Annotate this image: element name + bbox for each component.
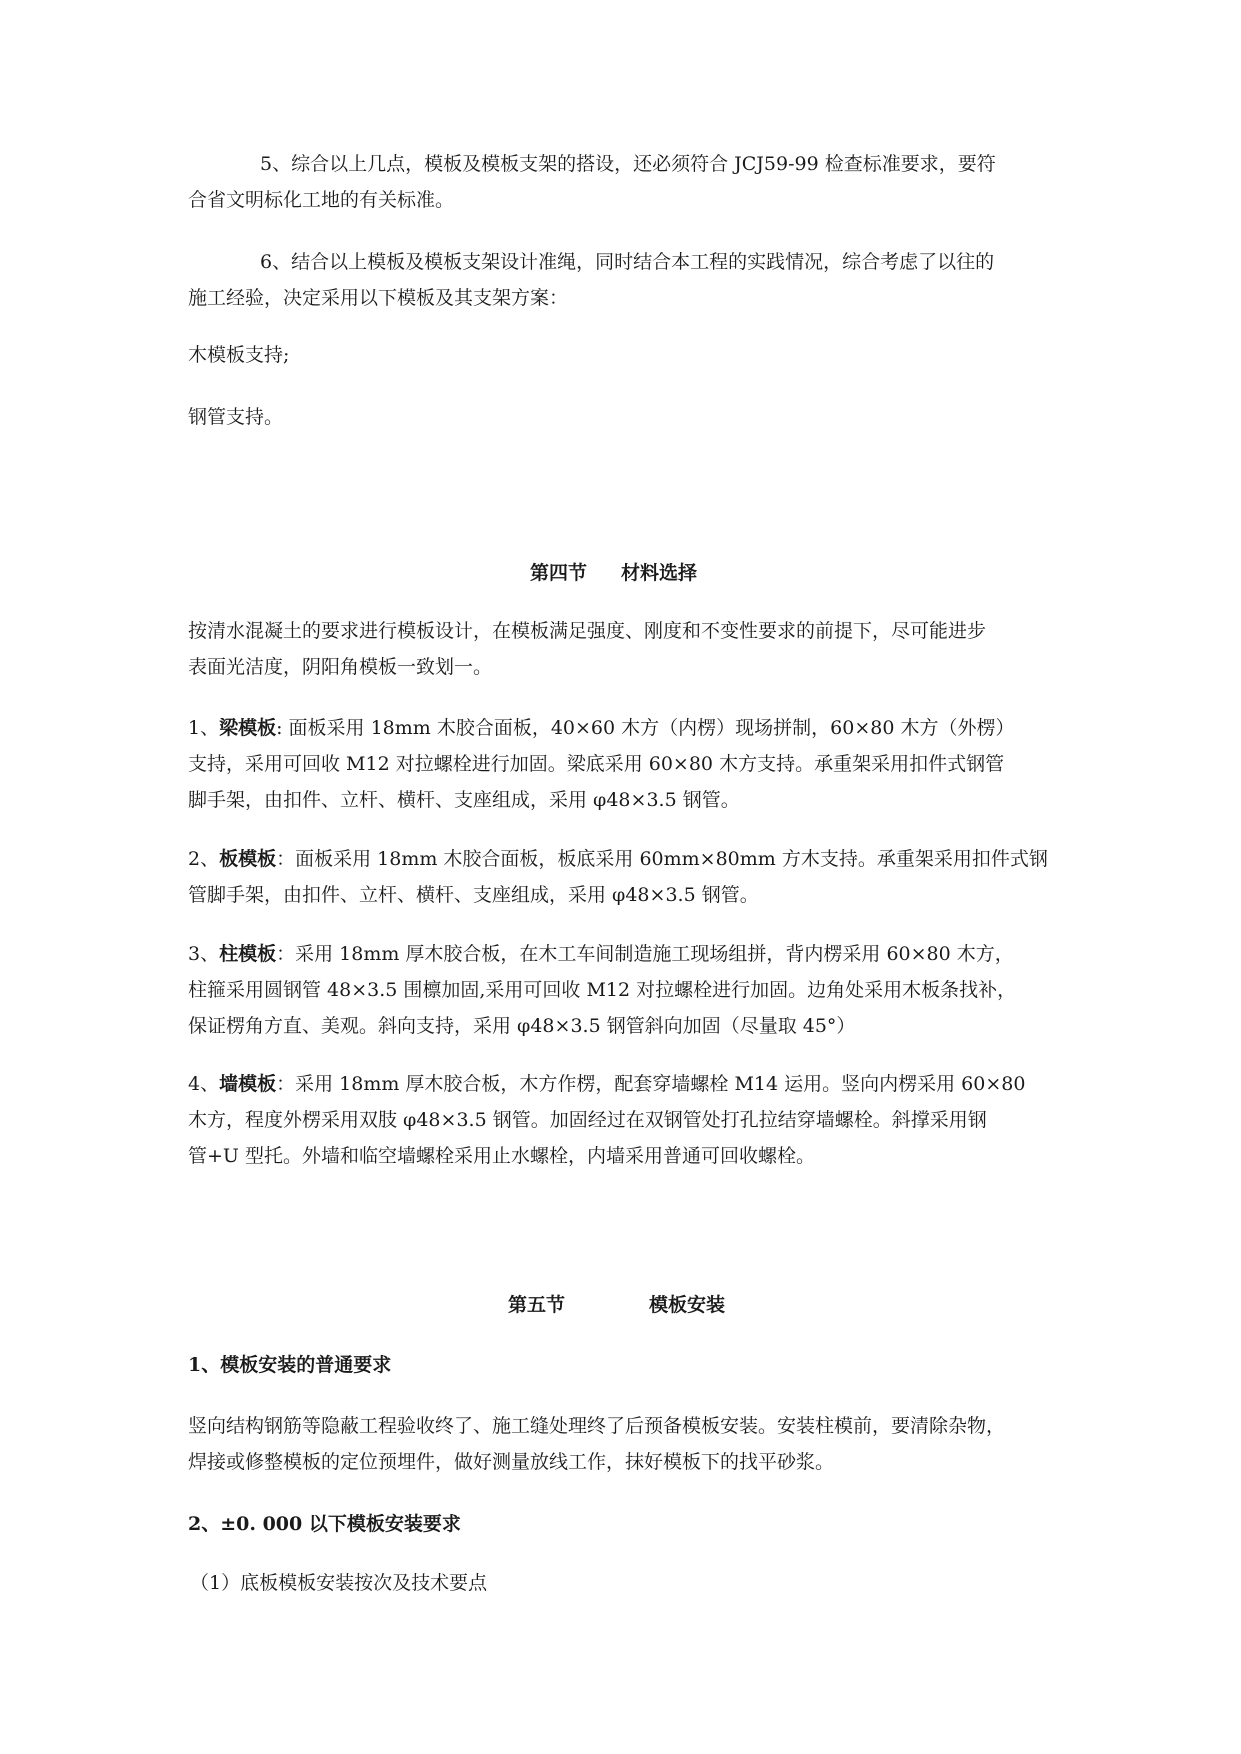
section-4-heading [530, 561, 697, 585]
item-3-title: 柱模板 [219, 943, 277, 965]
section-4-number: 第四节 [530, 562, 588, 584]
section-5-heading [508, 1293, 725, 1317]
section-5-title: 模板安装 [649, 1294, 726, 1316]
item-4-line-2: 木方，程度外楞采用双肢 φ48×3.5 钢管。加固经过在双钢管处打孔拉结穿墙螺栓。斜撑采用钢 [188, 1109, 987, 1131]
item-4-number: 4、 [188, 1073, 220, 1095]
item-3-line-2: 柱箍采用圆钢管 48×3.5 围檩加固,采用可回收 M12 对拉螺栓进行加固。边角处采用木板条找补， [188, 979, 1017, 1001]
subsection-1-title: 1、模板安装的普通要求 [188, 1354, 392, 1376]
item-4-line-1 [188, 1072, 1068, 1096]
support-steel: 钢管支持。 [188, 406, 284, 428]
item-2-number: 2、 [188, 848, 220, 870]
support-wood: 木模板支持; [188, 344, 290, 366]
item-2-line-1 [188, 847, 1068, 871]
paragraph-5-line-2: 合省文明标化工地的有关标准。 [188, 189, 455, 211]
paragraph-6-line-1: 6、结合以上模板及模板支架设计准绳，同时结合本工程的实践情况，综合考虑了以往的 [260, 251, 995, 273]
item-3-number: 3、 [188, 943, 220, 965]
intro-line-1: 按清水混凝土的要求进行模板设计，在模板满足强度、刚度和不变性要求的前提下，尽可能进步 [188, 620, 987, 642]
subsection-2-title: 2、±0. 000 以下模板安装要求 [188, 1513, 461, 1535]
section-4-title: 材料选择 [621, 562, 698, 584]
subsection-1-line-2: 焊接或修整模板的定位预埋件，做好测量放线工作，抹好模板下的找平砂浆。 [188, 1451, 835, 1473]
intro-line-2: 表面光洁度，阴阳角模板一致划一。 [188, 656, 493, 678]
item-4-line-3: 管+U 型托。外墙和临空墙螺栓采用止水螺栓，内墙采用普通可回收螺栓。 [188, 1145, 815, 1167]
subsection-2-item-1: （1）底板模板安装按次及技术要点 [190, 1572, 488, 1594]
item-1-line-2: 支持，采用可回收 M12 对拉螺栓进行加固。梁底采用 60×80 木方支持。承重架采用扣件式钢管 [188, 753, 1005, 775]
item-4-title: 墙模板 [219, 1073, 277, 1095]
item-3-line-1 [188, 942, 1068, 966]
item-1-line-1 [188, 716, 1068, 740]
item-1-number: 1、 [188, 717, 220, 739]
item-2-title: 板模板 [219, 848, 277, 870]
item-3-line-3: 保证楞角方直、美观。斜向支持，采用 φ48×3.5 钢管斜向加固（尽量取 45°） [188, 1015, 856, 1037]
item-1-line-3: 脚手架，由扣件、立杆、横杆、支座组成，采用 φ48×3.5 钢管。 [188, 789, 740, 811]
subsection-1-line-1: 竖向结构钢筋等隐蔽工程验收终了、施工缝处理终了后预备模板安装。安装柱模前，要清除杂物， [188, 1415, 1006, 1437]
item-2-line-1-text: ：面板采用 18mm 木胶合面板，板底采用 60mm×80mm 方木支持。承重架采用扣件式钢 [276, 848, 1048, 870]
section-5-number: 第五节 [508, 1294, 566, 1316]
item-2-line-2: 管脚手架，由扣件、立杆、横杆、支座组成，采用 φ48×3.5 钢管。 [188, 884, 759, 906]
paragraph-5-line-1: 5、综合以上几点，模板及模板支架的搭设，还必须符合 JCJ59-99 检查标准要求，要符 [260, 153, 996, 175]
item-4-line-1-text: ：采用 18mm 厚木胶合板，木方作楞，配套穿墙螺栓 M14 运用。竖向内楞采用 60×80 [276, 1073, 1026, 1095]
item-1-title: 梁模板 [219, 717, 277, 739]
item-1-line-1-text: : 面板采用 18mm 木胶合面板，40×60 木方（内楞）现场拼制，60×80 木方（外楞） [276, 717, 1015, 739]
paragraph-6-line-2: 施工经验，决定采用以下模板及其支架方案： [188, 287, 569, 309]
item-3-line-1-text: ：采用 18mm 厚木胶合板，在木工车间制造施工现场组拼，背内楞采用 60×80 木方， [276, 943, 1014, 965]
